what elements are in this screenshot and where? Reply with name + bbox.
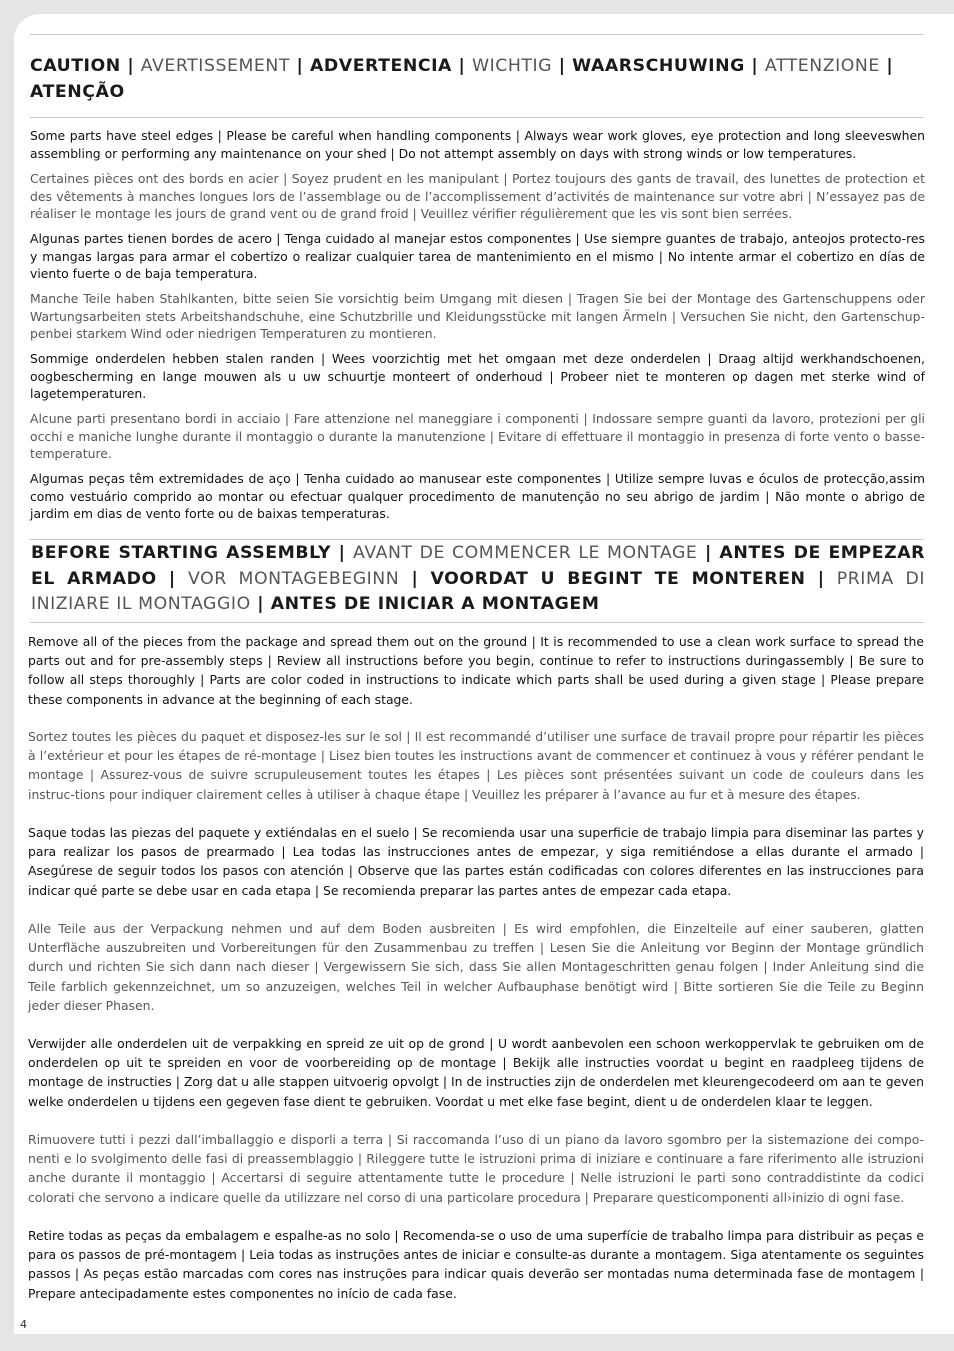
divider-before-bottom — [30, 622, 924, 623]
caution-paragraph-de: Manche Teile haben Stahlkanten, bitte seien Sie vorsichtig beim Umgang mit diesen | Tragen Sie bei der Montage des Gartenschuppens oder Wartungsarbeiten stets Arbeitshandschuhe, eine Schutzbrille und Kleidungsstücke mit langen Ärmeln | Versuchen Sie nicht, den Gartenschup-penbei starkem Wind oder niedrigen Temperaturen zu montieren. — [30, 291, 925, 342]
before-heading-part: | VOORDAT U BEGINT TE MONTEREN | — [399, 568, 837, 589]
caution-heading-part: ATTENZIONE — [764, 56, 880, 76]
before-paragraph-it: Rimuovere tutti i pezzi dall’imballaggio e disporli a terra | Si raccomanda l’uso di un piano da lavoro sgombro per la sistemazione dei compo-nenti e lo svolgimento delle fasi di preassemblaggio | Rileggere tutte le istruzioni prima di iniziare e continuare a fare riferimento alle istruzioni anche durante il montaggio | Accertarsi di seguire attentamente tutte le procedure | Nelle istruzioni le parti sono contraddistinte da codici colorati che servono a indicare quelle da utilizzare nel corso di una particolare procedura | Preparare questicomponenti all›inizio di ogni fase. — [28, 1132, 924, 1205]
caution-heading — [30, 53, 924, 105]
before-heading-part: | ANTES DE EMPEZAR EL ARMADO | — [31, 543, 925, 589]
caution-heading-part: | — [120, 56, 141, 76]
before-paragraph-es: Saque todas las piezas del paquete y extiéndalas en el suelo | Se recomienda usar una superficie de trabajo limpia para diseminar las partes y para realizar los pasos de prearmado | Lea todas las instrucciones antes de empezar, y siga remitiéndose a ellas durante el armado | Asegúrese de seguir todos los pasos con atención | Observe que las partes están codificadas con colores diferentes en las instrucciones para indicar qué parte se debe usar en cada etapa | Se recomienda preparar las partes antes de empezar cada etapa. — [28, 825, 924, 898]
caution-paragraph-nl: Sommige onderdelen hebben stalen randen | Wees voorzichtig met het omgaan met deze onderdelen | Draag altijd werkhandschoenen, oogbescherming en lange mouwen als u uw schuurtje monteert of onderhoud | Probeer niet te monteren op dagen met sterke wind of lagetemperaturen. — [30, 351, 925, 402]
before-heading-part: VOR MONTAGEBEGINN — [188, 568, 400, 589]
before-assembly-heading — [31, 541, 925, 618]
before-paragraph-nl: Verwijder alle onderdelen uit de verpakking en spreid ze uit op de grond | U wordt aanbevolen een schoon werkoppervlak te gebruiken om de onderdelen op uit te spreiden en voor de voorbereiding op de montage | Bekijk alle instructies voordat u begint en raadpleeg tijdens de montage de instructies | Zorg dat u alle stappen uitvoerig opvolgt | In de instructies zijn de onderdelen met kleurengecodeerd om aan te geven welke onderdelen u tijdens een gegeven fase dient te gebruiken. Voordat u met elke fase begint, dient u de onderdelen klaar te leggen. — [28, 1036, 924, 1109]
divider-before — [30, 539, 924, 540]
caution-heading-part: WICHTIG — [471, 56, 553, 76]
before-paragraph-pt: Retire todas as peças da embalagem e espalhe-as no solo | Recomenda-se o uso de uma superfície de trabalho limpa para distribuir as peças e para os passos de pré-montagem | Leia todas as instruções antes de iniciar e consulte-as durante a montagem. Siga atentamente os seguintes passos | As peças estão marcadas com cores nas instruções para indicar quais deverão ser montadas numa determinada fase de montagem | Prepare antecipadamente estes componentes no início de cada fase. — [28, 1228, 924, 1301]
divider-caution — [30, 117, 924, 118]
caution-heading-part: | ADVERTENCIA | — [289, 56, 472, 76]
before-heading-part: AVANT DE COMMENCER LE MONTAGE — [353, 543, 698, 563]
page-number: 4 — [20, 1318, 27, 1331]
caution-heading-part: | WAARSCHUWING | — [552, 56, 765, 76]
caution-paragraph-es: Algunas partes tienen bordes de acero | Tenga cuidado al manejar estos componentes | Use siempre guantes de trabajo, anteojos protecto-res y mangas largas para armar el cobertizo o realizar cualquier tarea de mantenimiento en el mismo | No intente armar el cobertizo en días de viento fuerte o de baja temperatura. — [30, 231, 925, 282]
divider-top — [30, 34, 924, 35]
caution-paragraph-fr: Certaines pièces ont des bords en acier | Soyez prudent en les manipulant | Portez toujours des gants de travail, des lunettes de protection et des vêtements à manches longues lors de l’assemblage ou de l’accomplissement d’activités de maintenance sur votre abri | N’essayez pas de réaliser le montage les jours de grand vent ou de grand froid | Veuillez vérifier régulièrement que les vis sont bien serrées. — [30, 171, 925, 222]
caution-heading-part: | ATENÇÃO — [30, 56, 894, 102]
before-heading-part: PRIMA DI INIZIARE IL MONTAGGIO — [31, 568, 925, 614]
before-heading-part: BEFORE STARTING ASSEMBLY | — [31, 543, 354, 563]
caution-heading-part: CAUTION — [30, 56, 121, 76]
caution-paragraph-pt: Algumas peças têm extremidades de aço | Tenha cuidado ao manusear este componentes | Utilize sempre luvas e óculos de protecção,assim como vestuário comprido ao montar ou efectuar qualquer procedimento de manutenção no seu abrigo de jardim | Não monte o abrigo de jardim em dias de vento forte ou de baixas temperaturas. — [30, 471, 925, 522]
before-paragraph-en: Remove all of the pieces from the package and spread them out on the ground | It is recommended to use a clean work surface to spread the parts out and for pre-assembly steps | Review all instructions before you begin, continue to refer to instructions duringassembly | Be sure to follow all steps thoroughly | Parts are color coded in instructions to indicate which parts shall be used during a given stage | Please prepare these components in advance at the beginning of each stage. — [28, 634, 924, 707]
before-heading-part: | ANTES DE INICIAR A MONTAGEM — [250, 594, 600, 614]
before-paragraph-de: Alle Teile aus der Verpackung nehmen und auf dem Boden ausbreiten | Es wird empfohlen, die Einzelteile auf einer sauberen, glatten Unterfläche auszubreiten und Vorbereitungen für den Zusammenbau zu treffen | Lesen Sie die Anleitung vor Beginn der Montage gründlich durch und richten Sie sich dann nach dieser | Vergewissern Sie sich, dass Sie allen Montageschritten genau folgen | Inder Anleitung sind die Teile farblich gekennzeichnet, um so anzuzeigen, welches Teil in welcher Aufbauphase benötigt wird | Bitte sortieren Sie die Teile zu Beginn jeder dieser Phasen. — [28, 921, 924, 1013]
caution-paragraph-it: Alcune parti presentano bordi in acciaio | Fare attenzione nel maneggiare i componenti | Indossare sempre guanti da lavoro, protezioni per gli occhi e maniche lunghe durante il montaggio o durante la manutenzione | Evitare di effettuare il montaggio in presenza di forte vento o basse-temperature. — [30, 411, 925, 462]
before-paragraph-fr: Sortez toutes les pièces du paquet et disposez-les sur le sol | Il est recommandé d’utiliser une surface de travail propre pour répartir les pièces à l’extérieur et pour les étapes de ré-montage | Lisez bien toutes les instructions avant de commencer et continuez à vous y référer pendant le montage | Assurez-vous de suivre scrupuleusement toutes les étapes | Les pièces sont présentées suivant un code de couleurs dans les instruc-tions pour indiquer clairement celles à utiliser à chaque étape | Veuillez les préparer à l’avance au fur et à mesure des étapes. — [28, 729, 924, 802]
caution-paragraph-en: Some parts have steel edges | Please be careful when handling components | Always wear work gloves, eye protection and long sleeveswhen assembling or performing any maintenance on your shed | Do not attempt assembly on days with strong winds or low temperatures. — [30, 128, 925, 161]
caution-heading-part: AVERTISSEMENT — [140, 56, 290, 76]
